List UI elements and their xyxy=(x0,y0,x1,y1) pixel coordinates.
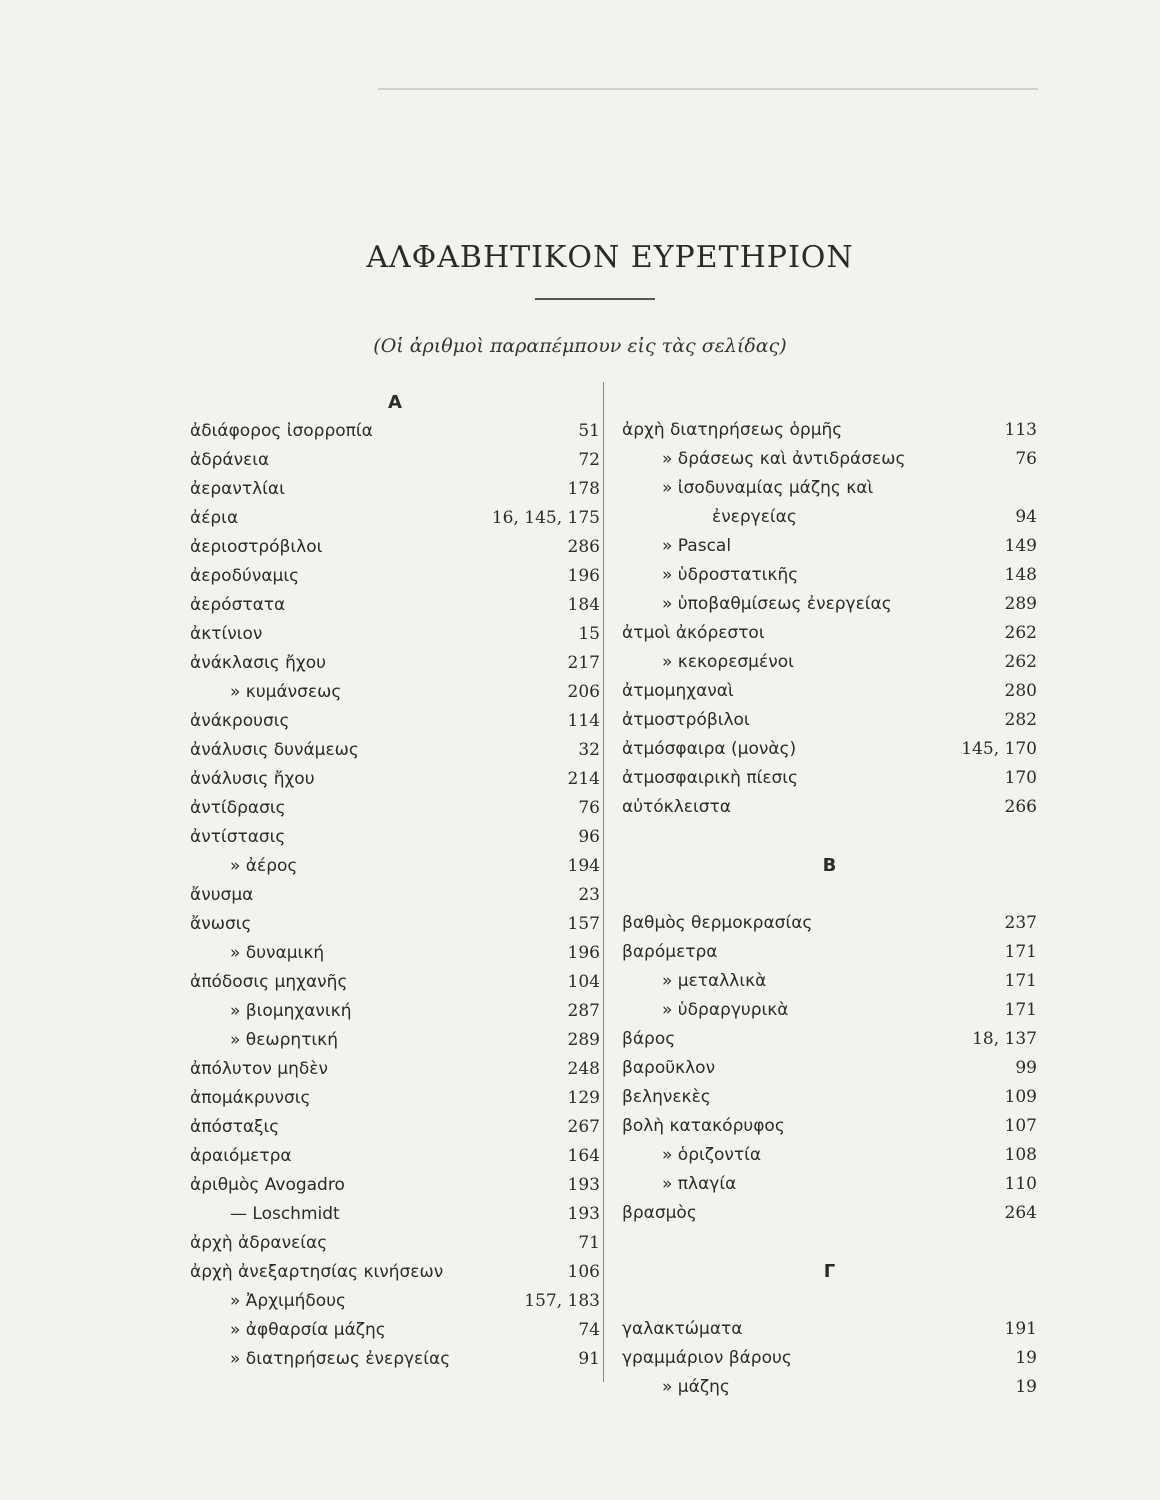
entry-pages: 104 xyxy=(567,972,600,992)
index-entry xyxy=(622,474,1037,503)
entry-term: ἀπομάκρυνσις xyxy=(190,1088,311,1108)
entry-term: γραμμάριον βάρους xyxy=(622,1348,792,1368)
entry-term: » ὑδροστατικῆς xyxy=(662,565,799,585)
index-entry xyxy=(190,533,600,562)
entry-term: » πλαγία xyxy=(662,1174,737,1194)
entry-term: ἄνωσις xyxy=(190,914,252,934)
section-letter-a: A xyxy=(388,392,402,413)
entry-term: ἀρχὴ ἀδρανείας xyxy=(190,1233,328,1253)
entry-pages: 129 xyxy=(567,1088,600,1108)
entry-term: ἀπόλυτον μηδὲν xyxy=(190,1059,328,1079)
entry-pages: 114 xyxy=(567,711,600,731)
entry-pages: 19 xyxy=(1015,1377,1037,1397)
entry-pages: 184 xyxy=(567,595,600,615)
index-entry xyxy=(190,823,600,852)
spacer xyxy=(622,1286,1037,1315)
index-entry xyxy=(622,1373,1037,1402)
entry-pages: 157, 183 xyxy=(524,1291,600,1311)
entry-pages: 157 xyxy=(567,914,600,934)
index-entry xyxy=(622,1141,1037,1170)
entry-pages: 51 xyxy=(578,421,600,441)
right-entries-c xyxy=(622,1315,1037,1402)
entry-term: » κυμάνσεως xyxy=(230,682,342,702)
entry-pages: 264 xyxy=(1004,1203,1037,1223)
entry-pages: 15 xyxy=(578,624,600,644)
index-entry xyxy=(622,735,1037,764)
entry-term: ἀνάκλασις ἤχου xyxy=(190,653,326,673)
entry-pages: 76 xyxy=(1015,449,1037,469)
index-entry xyxy=(622,1199,1037,1228)
entry-pages: 71 xyxy=(578,1233,600,1253)
index-entry xyxy=(190,765,600,794)
entry-pages: 18, 137 xyxy=(972,1029,1037,1049)
index-entry xyxy=(622,764,1037,793)
page-subtitle: (Οἱ ἀριθμοὶ παραπέμπουν εἰς τὰς σελίδας) xyxy=(373,335,787,357)
index-entry xyxy=(190,1171,600,1200)
entry-pages: 171 xyxy=(1004,971,1037,991)
entry-pages: 289 xyxy=(1004,594,1037,614)
section-letter-b: B xyxy=(822,855,837,876)
entry-term: ἀεριοστρόβιλοι xyxy=(190,537,323,557)
spacer xyxy=(622,1228,1037,1257)
entry-term: » δυναμική xyxy=(230,943,325,963)
entry-pages: 178 xyxy=(567,479,600,499)
entry-term: βεληνεκὲς xyxy=(622,1087,711,1107)
entry-pages: 287 xyxy=(567,1001,600,1021)
entry-pages: 32 xyxy=(578,740,600,760)
index-entry xyxy=(622,1025,1037,1054)
entry-term: βολὴ κατακόρυφος xyxy=(622,1116,785,1136)
index-entry xyxy=(190,504,600,533)
entry-term: βαροῦκλον xyxy=(622,1058,716,1078)
entry-term: ἄνυσμα xyxy=(190,885,254,905)
entry-pages: 191 xyxy=(1004,1319,1037,1339)
left-column xyxy=(190,388,600,1374)
index-entry xyxy=(190,939,600,968)
entry-pages: 96 xyxy=(578,827,600,847)
index-entry xyxy=(622,503,1037,532)
index-entry xyxy=(190,678,600,707)
entry-term: » μεταλλικὰ xyxy=(662,971,767,991)
index-entry xyxy=(622,677,1037,706)
index-entry xyxy=(622,996,1037,1025)
index-entry xyxy=(622,1112,1037,1141)
entry-term: » ἀέρος xyxy=(230,856,298,876)
entry-term: » μάζης xyxy=(662,1377,730,1397)
index-entry xyxy=(622,1083,1037,1112)
index-entry xyxy=(622,793,1037,822)
entry-pages: 72 xyxy=(578,450,600,470)
entry-pages: 148 xyxy=(1004,565,1037,585)
index-entry xyxy=(190,1258,600,1287)
index-entry xyxy=(622,561,1037,590)
index-entry xyxy=(190,1229,600,1258)
index-entry xyxy=(622,938,1037,967)
entry-term: ἀτμοὶ ἀκόρεστοι xyxy=(622,623,765,643)
entry-pages: 262 xyxy=(1004,623,1037,643)
entry-term: ἀδιάφορος ἰσορροπία xyxy=(190,421,373,441)
entry-term: ἀπόδοσις μηχανῆς xyxy=(190,972,348,992)
index-entry xyxy=(190,591,600,620)
entry-term: » ὁριζοντία xyxy=(662,1145,762,1165)
entry-pages: 16, 145, 175 xyxy=(491,508,600,528)
entry-term: ἀκτίνιον xyxy=(190,624,263,644)
entry-term: ἀτμοστρόβιλοι xyxy=(622,710,750,730)
index-entry xyxy=(622,532,1037,561)
entry-term: αὐτόκλειστα xyxy=(622,797,731,817)
entry-pages: 194 xyxy=(567,856,600,876)
right-entries-b xyxy=(622,909,1037,1228)
entry-pages: 214 xyxy=(567,769,600,789)
entry-pages: 193 xyxy=(567,1175,600,1195)
index-entry xyxy=(622,1315,1037,1344)
index-entry xyxy=(190,475,600,504)
entry-pages: 106 xyxy=(567,1262,600,1282)
entry-term: » κεκορεσμένοι xyxy=(662,652,794,672)
entry-pages: 108 xyxy=(1004,1145,1037,1165)
index-entry xyxy=(622,1170,1037,1199)
index-entry xyxy=(190,910,600,939)
index-entry xyxy=(622,445,1037,474)
entry-pages: 23 xyxy=(578,885,600,905)
entry-term: βρασμὸς xyxy=(622,1203,697,1223)
index-entry xyxy=(622,1054,1037,1083)
index-entry xyxy=(190,562,600,591)
entry-pages: 237 xyxy=(1004,913,1037,933)
index-entry xyxy=(622,967,1037,996)
index-entry xyxy=(622,909,1037,938)
entry-term: ἀραιόμετρα xyxy=(190,1146,292,1166)
index-entry xyxy=(190,1287,600,1316)
entry-pages: 109 xyxy=(1004,1087,1037,1107)
entry-term: » διατηρήσεως ἐνεργείας xyxy=(230,1349,451,1369)
entry-term: βαρόμετρα xyxy=(622,942,718,962)
index-entry xyxy=(190,997,600,1026)
entry-term: » θεωρητική xyxy=(230,1030,338,1050)
entry-pages: 171 xyxy=(1004,1000,1037,1020)
index-entry xyxy=(190,736,600,765)
entry-term: » βιομηχανική xyxy=(230,1001,352,1021)
entry-pages: 76 xyxy=(578,798,600,818)
entry-term: ἀντίδρασις xyxy=(190,798,286,818)
index-entry xyxy=(190,881,600,910)
index-entry xyxy=(190,794,600,823)
entry-pages: 289 xyxy=(567,1030,600,1050)
index-entry xyxy=(190,417,600,446)
entry-term: » Ἀρχιμήδους xyxy=(230,1291,347,1311)
entry-term: ἀεροδύναμις xyxy=(190,566,300,586)
index-entry xyxy=(622,619,1037,648)
spacer xyxy=(622,880,1037,909)
index-entry xyxy=(622,590,1037,619)
entry-term: ἀδράνεια xyxy=(190,450,270,470)
index-entry xyxy=(190,1142,600,1171)
entry-term: βαθμὸς θερμοκρασίας xyxy=(622,913,813,933)
entry-term: — Loschmidt xyxy=(230,1204,340,1224)
entry-pages: 99 xyxy=(1015,1058,1037,1078)
index-entry xyxy=(190,446,600,475)
entry-term: ἀνάκρουσις xyxy=(190,711,290,731)
index-entry xyxy=(190,1316,600,1345)
entry-pages: 113 xyxy=(1004,420,1037,440)
entry-term: βάρος xyxy=(622,1029,676,1049)
entry-pages: 286 xyxy=(567,537,600,557)
index-entry xyxy=(190,1055,600,1084)
index-entry xyxy=(190,968,600,997)
entry-term: » ἀφθαρσία μάζης xyxy=(230,1320,386,1340)
entry-term: ἀπόσταξις xyxy=(190,1117,280,1137)
entry-term: » ἰσοδυναμίας μάζης καὶ xyxy=(662,478,874,498)
entry-term: ἀνάλυσις δυνάμεως xyxy=(190,740,359,760)
entry-pages: 267 xyxy=(567,1117,600,1137)
entry-pages: 145, 170 xyxy=(961,739,1037,759)
entry-pages: 170 xyxy=(1004,768,1037,788)
entry-pages: 94 xyxy=(1015,507,1037,527)
entry-term: ἀνάλυσις ἤχου xyxy=(190,769,315,789)
entry-term: ἀριθμὸς Avogadro xyxy=(190,1175,345,1195)
left-entries xyxy=(190,417,600,1374)
entry-term: ἐνεργείας xyxy=(712,507,797,527)
right-entries-a xyxy=(622,416,1037,822)
entry-pages: 164 xyxy=(567,1146,600,1166)
page-title: ΑΛΦΑΒΗΤΙΚΟΝ ΕΥΡΕΤΗΡΙΟΝ xyxy=(366,240,854,275)
entry-term: ἀερόστατα xyxy=(190,595,286,615)
right-column xyxy=(622,416,1037,1402)
entry-term: ἀεραντλίαι xyxy=(190,479,285,499)
entry-term: ἀτμοσφαιρικὴ πίεσις xyxy=(622,768,799,788)
entry-pages: 149 xyxy=(1004,536,1037,556)
column-divider xyxy=(603,382,604,1382)
index-entry xyxy=(622,416,1037,445)
index-entry xyxy=(622,1344,1037,1373)
index-entry xyxy=(190,852,600,881)
entry-term: ἀτμομηχαναὶ xyxy=(622,681,734,701)
index-entry xyxy=(190,1200,600,1229)
index-entry xyxy=(190,1113,600,1142)
entry-pages: 91 xyxy=(578,1349,600,1369)
spacer xyxy=(622,822,1037,851)
title-rule xyxy=(535,298,655,300)
entry-pages: 196 xyxy=(567,943,600,963)
entry-pages: 171 xyxy=(1004,942,1037,962)
entry-pages: 248 xyxy=(567,1059,600,1079)
index-entry xyxy=(190,1345,600,1374)
index-entry xyxy=(190,1026,600,1055)
entry-term: ἀρχὴ διατηρήσεως ὁρμῆς xyxy=(622,420,843,440)
index-entry xyxy=(190,620,600,649)
entry-pages: 282 xyxy=(1004,710,1037,730)
entry-pages: 19 xyxy=(1015,1348,1037,1368)
entry-pages: 193 xyxy=(567,1204,600,1224)
entry-pages: 107 xyxy=(1004,1116,1037,1136)
entry-pages: 280 xyxy=(1004,681,1037,701)
entry-term: » ὑποβαθμίσεως ἐνεργείας xyxy=(662,594,892,614)
section-letter-c: Γ xyxy=(823,1261,836,1282)
entry-pages: 266 xyxy=(1004,797,1037,817)
index-entry xyxy=(622,706,1037,735)
entry-pages: 206 xyxy=(567,682,600,702)
entry-pages: 217 xyxy=(567,653,600,673)
entry-term: » Pascal xyxy=(662,536,732,556)
entry-pages: 196 xyxy=(567,566,600,586)
entry-pages: 110 xyxy=(1004,1174,1037,1194)
entry-term: ἀντίστασις xyxy=(190,827,286,847)
index-entry xyxy=(622,648,1037,677)
entry-term: γαλακτώματα xyxy=(622,1319,743,1339)
index-entry xyxy=(190,649,600,678)
entry-term: ἀρχὴ ἀνεξαρτησίας κινήσεων xyxy=(190,1262,444,1282)
entry-term: ἀτμόσφαιρα (μονὰς) xyxy=(622,739,797,759)
entry-pages: 74 xyxy=(578,1320,600,1340)
entry-term: ἀέρια xyxy=(190,508,239,528)
index-entry xyxy=(190,707,600,736)
entry-term: » ὑδραργυρικὰ xyxy=(662,1000,789,1020)
index-entry xyxy=(190,1084,600,1113)
entry-pages: 262 xyxy=(1004,652,1037,672)
entry-term: » δράσεως καὶ ἀντιδράσεως xyxy=(662,449,906,469)
bleed-through-line xyxy=(378,88,1038,90)
